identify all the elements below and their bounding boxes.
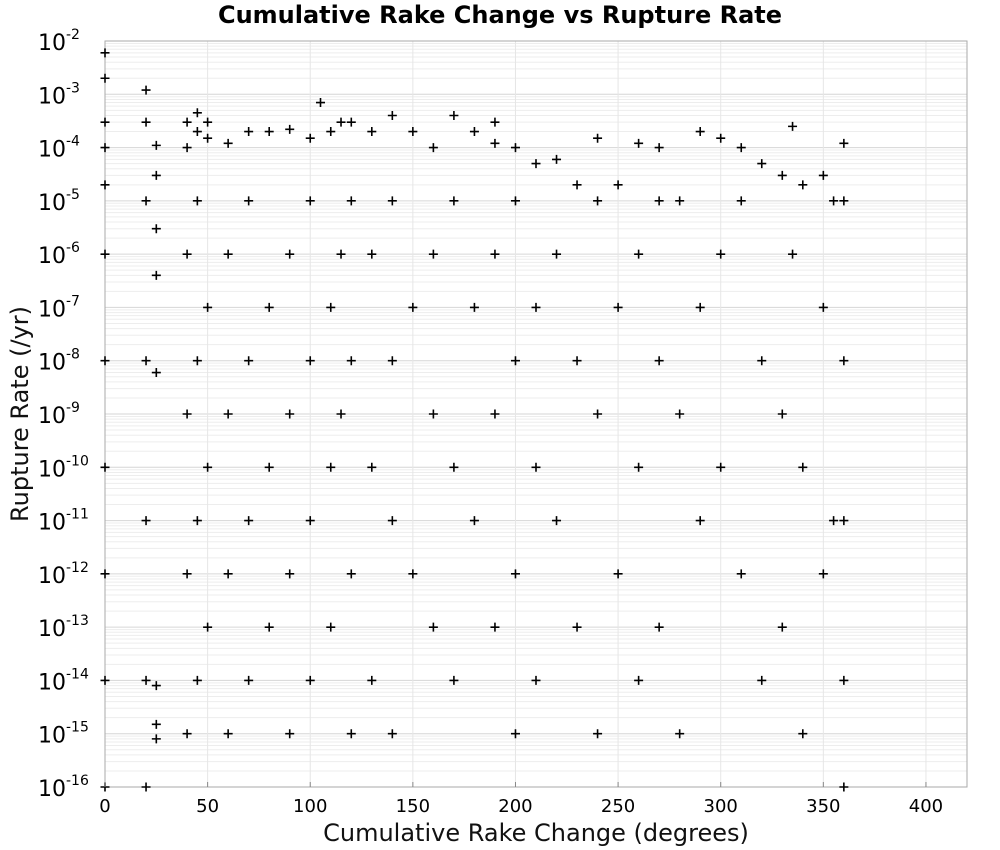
data-point [757, 676, 766, 685]
data-point [819, 303, 828, 312]
data-point [326, 463, 335, 472]
data-point [203, 623, 212, 632]
data-point [798, 463, 807, 472]
x-tick-label: 0 [99, 796, 111, 817]
data-point [337, 250, 346, 259]
data-point [788, 122, 797, 131]
data-point [737, 569, 746, 578]
x-axis-label: Cumulative Rake Change (degrees) [323, 819, 749, 847]
data-point [183, 250, 192, 259]
data-point [142, 196, 151, 205]
data-point [326, 303, 335, 312]
data-point [142, 356, 151, 365]
data-point [152, 224, 161, 233]
data-point [819, 171, 828, 180]
x-tick-label: 200 [498, 796, 533, 817]
data-point [193, 676, 202, 685]
data-point [244, 516, 253, 525]
data-point [193, 516, 202, 525]
data-point [224, 569, 233, 578]
data-point [614, 569, 623, 578]
data-point [798, 729, 807, 738]
data-point [142, 86, 151, 95]
y-tick-label: $10^{-12}$ [38, 559, 89, 589]
x-tick-label: 350 [806, 796, 841, 817]
data-point [347, 729, 356, 738]
data-point [367, 676, 376, 685]
y-tick-label: $10^{-3}$ [38, 80, 80, 110]
y-tick-label: $10^{-11}$ [38, 506, 89, 536]
data-point [675, 410, 684, 419]
data-point [388, 196, 397, 205]
grid [105, 41, 967, 787]
data-point [193, 127, 202, 136]
data-point [573, 623, 582, 632]
data-point [306, 356, 315, 365]
y-tick-label: $10^{-13}$ [38, 613, 89, 643]
x-tick-label: 150 [395, 796, 431, 817]
data-point [367, 250, 376, 259]
data-point [655, 356, 664, 365]
data-point [152, 271, 161, 280]
data-point [367, 463, 376, 472]
data-point [142, 118, 151, 127]
data-point [614, 180, 623, 189]
data-point [193, 356, 202, 365]
data-point [490, 410, 499, 419]
data-point [265, 463, 274, 472]
y-tick-label: $10^{-15}$ [38, 719, 89, 749]
data-point [593, 410, 602, 419]
data-point [819, 569, 828, 578]
x-tick-label: 250 [600, 796, 636, 817]
x-tick-label: 400 [908, 796, 944, 817]
data-point [716, 463, 725, 472]
data-point [490, 139, 499, 148]
data-point [152, 720, 161, 729]
data-point [142, 516, 151, 525]
data-point [737, 196, 746, 205]
y-tick-label: $10^{-5}$ [38, 186, 80, 216]
data-point [532, 303, 541, 312]
data-point [573, 180, 582, 189]
data-point [839, 196, 848, 205]
data-point [265, 127, 274, 136]
data-point [337, 118, 346, 127]
data-point [244, 676, 253, 685]
data-point [183, 569, 192, 578]
data-point [511, 196, 520, 205]
data-point [757, 356, 766, 365]
data-point [265, 303, 274, 312]
chart-title: Cumulative Rake Change vs Rupture Rate [217, 1, 783, 29]
data-point [224, 729, 233, 738]
data-point [449, 196, 458, 205]
y-tick-label: $10^{-9}$ [38, 400, 80, 429]
data-point [388, 111, 397, 120]
data-point [449, 111, 458, 120]
data-point [532, 159, 541, 168]
data-point [757, 159, 766, 168]
data-point [142, 783, 151, 792]
data-point [655, 196, 664, 205]
data-point [367, 127, 376, 136]
data-point [429, 623, 438, 632]
data-point [388, 356, 397, 365]
y-tick-label: $10^{-8}$ [38, 346, 80, 376]
data-point [183, 118, 192, 127]
data-point [593, 134, 602, 143]
data-point [224, 139, 233, 148]
data-point [285, 125, 294, 134]
data-point [101, 463, 110, 472]
data-point [183, 143, 192, 152]
data-point [388, 729, 397, 738]
data-point [224, 410, 233, 419]
data-point [839, 356, 848, 365]
y-tick-label: $10^{-6}$ [38, 240, 80, 270]
y-tick-label: $10^{-16}$ [38, 773, 89, 802]
data-point [101, 569, 110, 578]
data-point [101, 74, 110, 83]
data-point [183, 729, 192, 738]
data-point [101, 676, 110, 685]
data-point [244, 356, 253, 365]
data-point [655, 143, 664, 152]
data-point [326, 623, 335, 632]
data-point [634, 250, 643, 259]
data-point [655, 623, 664, 632]
data-point [470, 127, 479, 136]
data-point [203, 134, 212, 143]
data-point [429, 410, 438, 419]
data-point [552, 516, 561, 525]
y-tick-label: $10^{-7}$ [38, 293, 80, 323]
x-tick-label: 50 [196, 796, 220, 817]
data-point [285, 410, 294, 419]
data-point [675, 196, 684, 205]
data-point [552, 250, 561, 259]
data-point [634, 676, 643, 685]
data-point [285, 729, 294, 738]
data-point [347, 569, 356, 578]
data-point [265, 623, 274, 632]
data-point [347, 118, 356, 127]
data-point [490, 623, 499, 632]
data-point [244, 196, 253, 205]
data-point [511, 569, 520, 578]
data-point [449, 676, 458, 685]
y-tick-label: $10^{-14}$ [38, 666, 89, 696]
data-point [408, 127, 417, 136]
x-tick-label: 300 [703, 796, 738, 817]
data-point [778, 410, 787, 419]
data-point [593, 196, 602, 205]
y-axis-label: Rupture Rate (/yr) [6, 306, 34, 522]
data-point [408, 303, 417, 312]
data-point [696, 516, 705, 525]
data-point [449, 463, 458, 472]
data-point [829, 516, 838, 525]
data-point [511, 143, 520, 152]
data-point [614, 303, 623, 312]
data-point [470, 303, 479, 312]
data-point [470, 516, 479, 525]
data-point [716, 134, 725, 143]
y-tick-label: $10^{-4}$ [38, 133, 80, 163]
data-point [716, 250, 725, 259]
data-point [306, 676, 315, 685]
data-point [101, 118, 110, 127]
data-point [532, 463, 541, 472]
data-point [778, 623, 787, 632]
data-point [101, 356, 110, 365]
data-point [347, 196, 356, 205]
data-point [326, 127, 335, 136]
data-point [788, 250, 797, 259]
data-point [306, 516, 315, 525]
y-tick-label: $10^{-2}$ [38, 27, 80, 56]
data-point [203, 303, 212, 312]
data-point [490, 250, 499, 259]
data-point [337, 410, 346, 419]
data-point [511, 356, 520, 365]
data-point [511, 729, 520, 738]
data-point [490, 118, 499, 127]
data-point [696, 127, 705, 136]
data-point [306, 134, 315, 143]
y-tick-label: $10^{-10}$ [38, 453, 89, 483]
data-point [532, 676, 541, 685]
data-point [675, 729, 684, 738]
data-point [152, 171, 161, 180]
data-point [203, 118, 212, 127]
data-point [839, 783, 848, 792]
data-point [829, 196, 838, 205]
y-axis-ticks [38, 27, 89, 802]
data-point [347, 356, 356, 365]
data-point [183, 410, 192, 419]
data-point [388, 516, 397, 525]
data-point [798, 180, 807, 189]
data-point [285, 569, 294, 578]
x-tick-label: 100 [293, 796, 328, 817]
data-point [429, 143, 438, 152]
data-point [634, 139, 643, 148]
data-point [839, 516, 848, 525]
data-point [839, 676, 848, 685]
data-point [101, 250, 110, 259]
data-point [778, 171, 787, 180]
data-point [285, 250, 294, 259]
data-point [152, 141, 161, 150]
data-point [737, 143, 746, 152]
data-point [142, 676, 151, 685]
data-point [101, 180, 110, 189]
data-point [224, 250, 233, 259]
data-point [696, 303, 705, 312]
data-point [193, 196, 202, 205]
data-point [203, 463, 212, 472]
data-point [429, 250, 438, 259]
data-point [408, 569, 417, 578]
data-point [573, 356, 582, 365]
data-point [634, 463, 643, 472]
data-point [306, 196, 315, 205]
data-point [839, 139, 848, 148]
data-point [101, 143, 110, 152]
data-point [244, 127, 253, 136]
data-point [593, 729, 602, 738]
